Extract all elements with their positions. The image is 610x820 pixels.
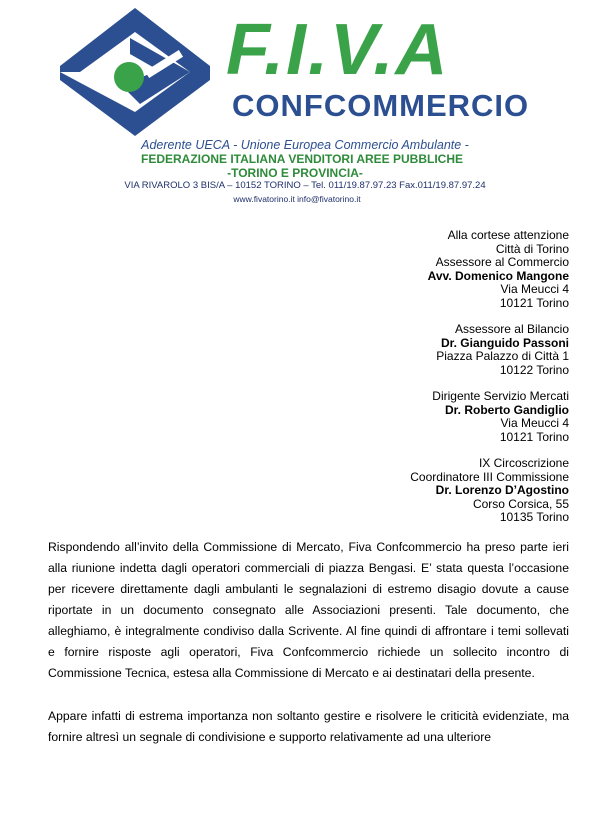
recipient-line: Dirigente Servizio Mercati [432, 389, 569, 403]
province-name: -TORINO E PROVINCIA- [227, 166, 363, 180]
recipient-line: Via Meucci 4 [500, 282, 569, 296]
recipient-line: Coordinatore III Commissione [410, 469, 569, 484]
recipient-line: Assessore al Commercio [435, 255, 569, 269]
recipient-line: IX Circoscrizione [478, 456, 569, 470]
recipient-line: 10121 Torino [499, 429, 569, 444]
recipient-line: 10135 Torino [499, 510, 569, 524]
recipient-block [269, 457, 569, 525]
recipient-line: 10122 Torino [499, 362, 569, 377]
recipient-line: Assessore al Bilancio [454, 322, 569, 336]
recipient-block [269, 229, 569, 310]
recipient-line: Piazza Palazzo di Città 1 [436, 349, 569, 363]
recipient-name: Avv. Domenico Mangone [427, 268, 569, 283]
federation-name: FEDERAZIONE ITALIANA VENDITORI AREE PUBBLICHE [140, 152, 463, 166]
recipient-block [269, 390, 569, 444]
contact-web: www.fivatorino.it info@fivatorino.it [233, 194, 361, 204]
recipient-line: 10121 Torino [499, 295, 569, 310]
recipient-line: Corso Corsica, 55 [472, 496, 569, 511]
recipient-name: Dr. Gianguido Passoni [440, 335, 569, 350]
recipient-name: Dr. Lorenzo D’Agostino [435, 483, 569, 497]
recipient-line: Alla cortese attenzione [447, 228, 569, 242]
header-tagline: Aderente UECA - Unione Europea Commercio Ambulante - [141, 138, 469, 152]
fiva-logo-text: F.I.V.A [226, 10, 450, 90]
fiva-logo-mark [60, 8, 210, 136]
confcommercio-logo-text: CONFCOMMERCIO [232, 88, 530, 123]
recipient-line: Via Meucci 4 [500, 416, 569, 430]
body-paragraph: Rispondendo all’invito della Commissione di Mercato, Fiva Confcommercio ha preso parte ieri alla riunione indetta dagli operatori commerciali di piazza Bengasi. E’ stata questa l’occasione per ricevere direttamente dagli ambulanti le segnalazioni di estremo disagio dovute a cause riportate in un documento consegnato alle Associazioni presenti. Tale documento, che alleghiamo, è integralmente condiviso dalla Scrivente. Al fine quindi di affrontare i temi sollevati e fornire risposte agli operatori, Fiva Confcommercio richiede un sollecito incontro di Commissione Tecnica, estesa alla Commissione di Mercato e ai destinatari della presente. [48, 540, 569, 680]
recipients-list [269, 229, 569, 538]
recipient-line: Città di Torino [495, 241, 569, 256]
body-paragraph: Appare infatti di estrema importanza non soltanto gestire e risolvere le criticità evidenziate, ma fornire altresì un segnale di condivisione e supporto relativamente ad una ulteriore [48, 709, 569, 744]
contact-address: VIA RIVAROLO 3 BIS/A – 10152 TORINO – Tel. 011/19.87.97.23 Fax.011/19.87.97.24 [124, 180, 486, 191]
letter-body [48, 537, 569, 770]
recipient-name: Dr. Roberto Gandiglio [444, 402, 569, 417]
logo-green-dot [114, 62, 144, 92]
recipient-block [269, 323, 569, 377]
